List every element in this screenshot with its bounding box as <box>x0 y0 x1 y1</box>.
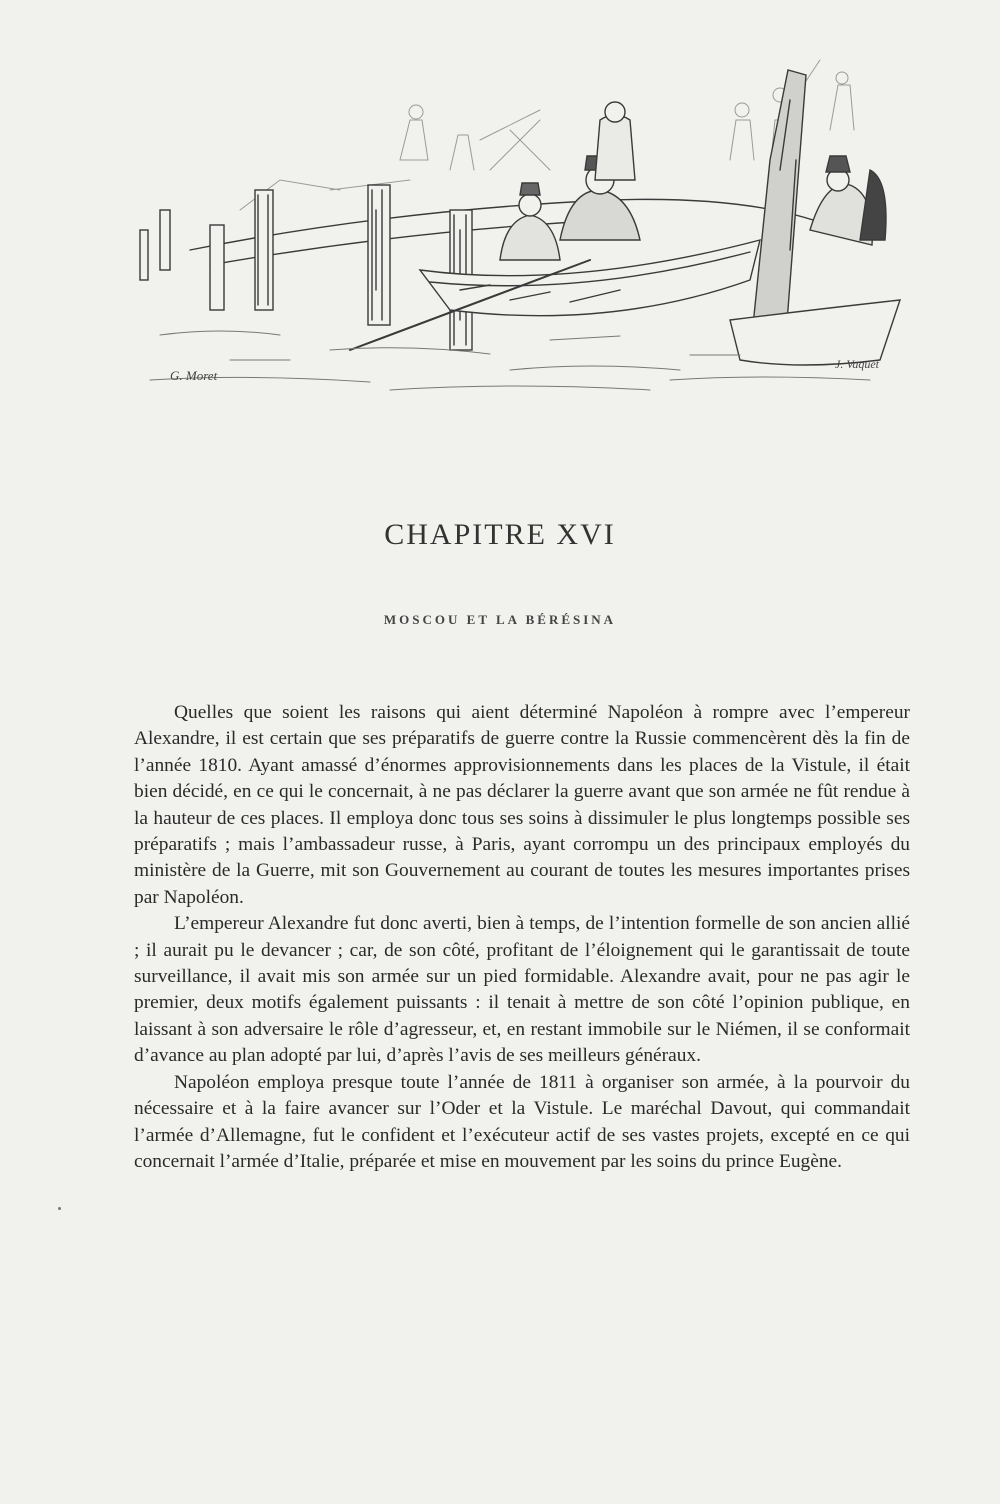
chapter-body <box>134 700 910 1175</box>
engraving-boat-scene-icon <box>130 50 910 395</box>
chapter-title: CHAPITRE XVI <box>384 518 616 551</box>
paragraph: Quelles que soient les raisons qui aient déterminé Napoléon à rompre avec l’empereur Alexandre, il est certain que ses préparatifs de guerre contre la Russie commencèrent dès la fin de l’année 1810. Ayant amassé d’énormes approvisionnements dans les places de la Vistule, il était bien décidé, en ce qui le concernait, à ne pas déclarer la guerre avant que son armée ne fût rendue à la hauteur de ces places. Il employa donc tous ses soins à dissimuler le plus longtemps possible ses préparatifs ; mais l’ambassadeur russe, à Paris, ayant corrompu un des principaux employés du ministère de la Guerre, mit son Gouvernement au courant de toutes les mesures importantes prises par Napoléon. <box>134 702 910 908</box>
paragraph: L’empereur Alexandre fut donc averti, bien à temps, de l’intention formelle de son ancien allié ; il aurait pu le devancer ; car, de son côté, profitant de l’éloignement qui le garantissait de toute surveillance, il avait mis son armée sur un pied formidable. Alexandre avait, pour ne pas agir le premier, deux motifs également puissants : il tenait à mettre de son côté l’opinion publique, en laissant à son adversaire le rôle d’agresseur, et, en restant immobile sur le Niémen, il se conformait d’avance au plan adopté par lui, d’après l’avis de ses meilleurs généraux. <box>134 913 910 1067</box>
signature-left: G. Moret <box>170 368 218 383</box>
signature-right: J. Vaquet <box>835 357 879 371</box>
chapter-illustration <box>130 50 910 395</box>
chapter-subtitle: MOSCOU ET LA BÉRÉSINA <box>383 612 617 627</box>
stray-mark <box>58 1207 61 1210</box>
paragraph: Napoléon employa presque toute l’année de 1811 à organiser son armée, à la pourvoir du nécessaire et à la faire avancer sur l’Oder et la Vistule. Le maréchal Davout, qui commandait l’armée d’Allemagne, fut le confident et l’exécuteur actif de ses vastes projets, excepté en ce qui concernait l’armée d’Italie, préparée et mise en mouvement par les soins du prince Eugène. <box>134 1071 910 1172</box>
